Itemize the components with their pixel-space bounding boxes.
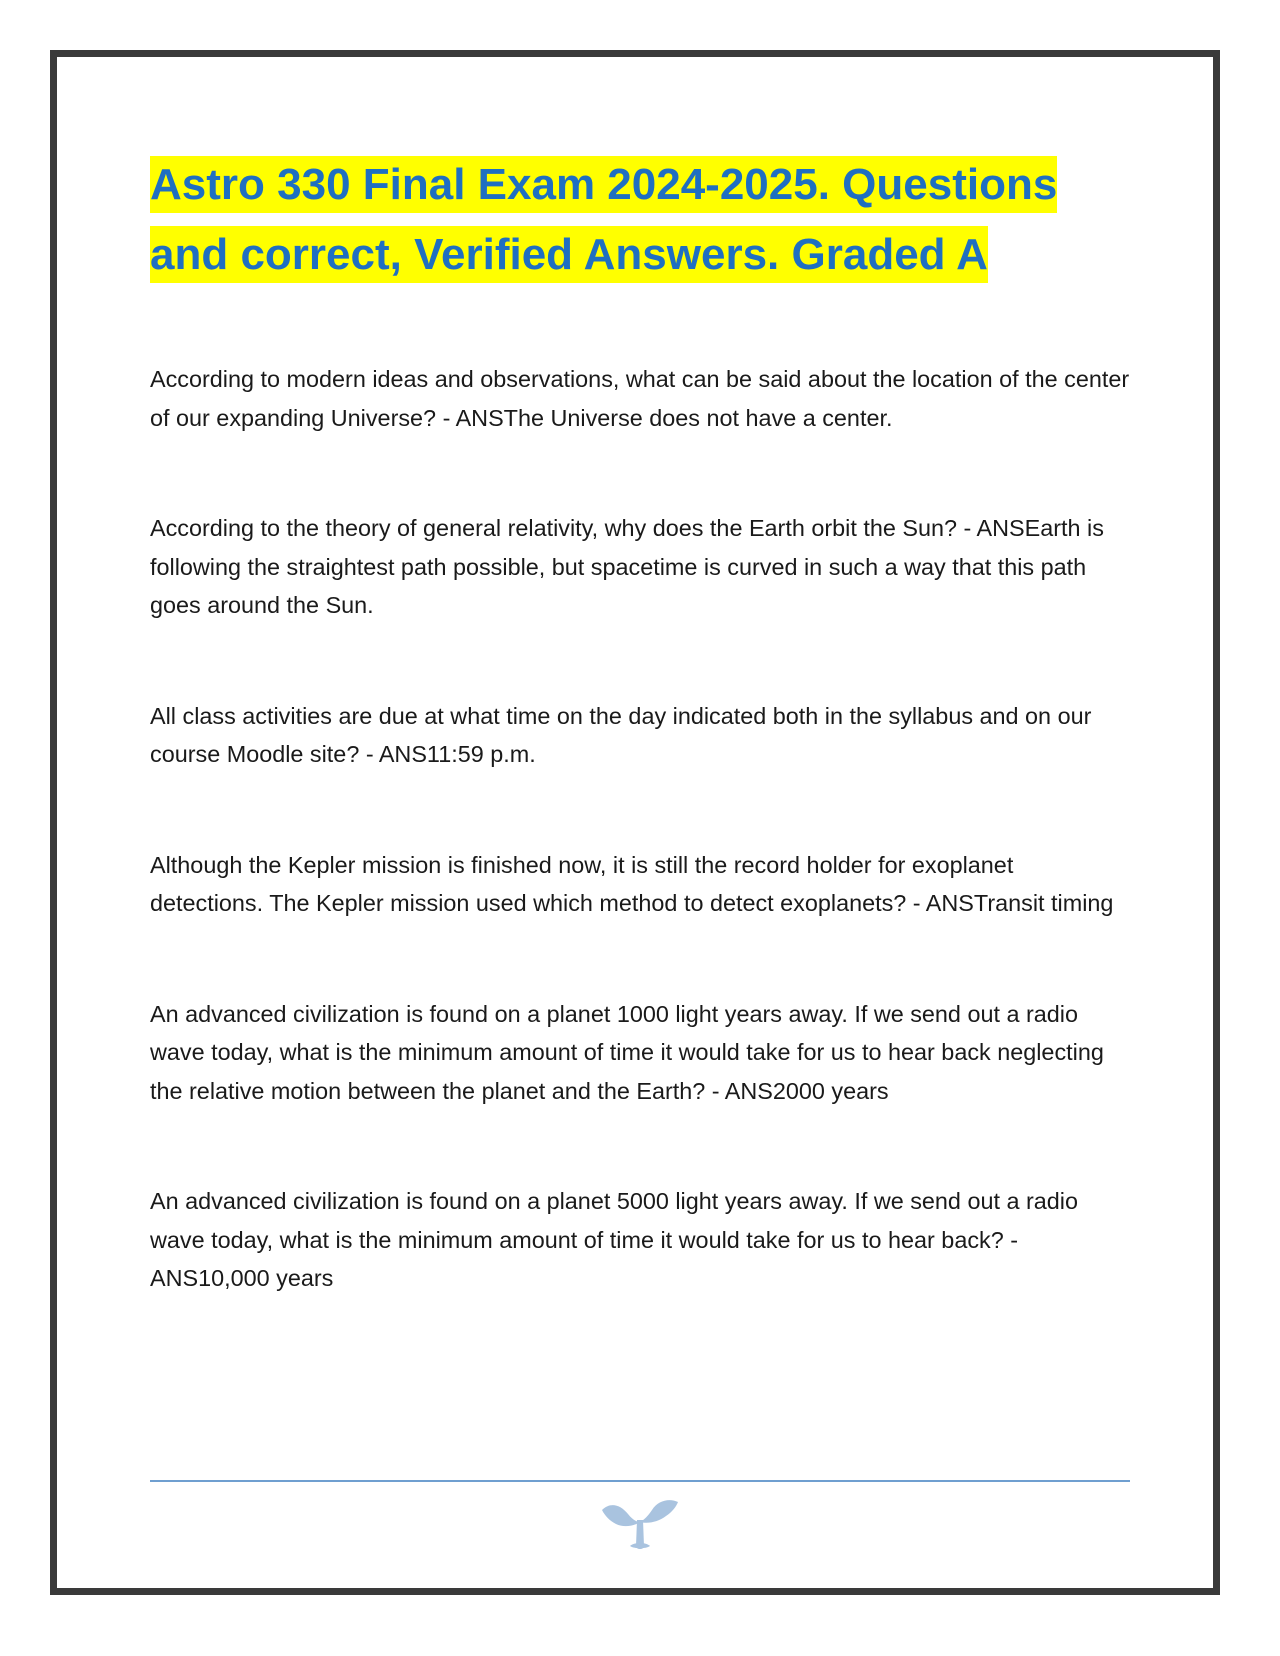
answer-text: Earth is following the straightest path possible, but spacetime is curved in such a way that this path goes around the Sun. <box>150 515 1104 618</box>
document-title <box>150 150 1130 290</box>
answer-text: 10,000 years <box>198 1265 334 1291</box>
answer-separator: - ANS <box>359 741 427 767</box>
question-text: An advanced civilization is found on a planet 5000 light years away. If we send out a radio wave today, what is the minimum amount of time it would take for us to hear back? <box>150 1188 1078 1253</box>
question-text: Although the Kepler mission is finished now, it is still the record holder for exoplanet detections. The Kepler mission used which method to detect exoplanets? <box>150 851 1014 916</box>
answer-separator: - ANS <box>957 515 1025 541</box>
answer-separator: - ANS <box>150 1226 1019 1291</box>
question-text: All class activities are due at what time on the day indicated both in the syllabus and on our course Moodle site? <box>150 702 1092 767</box>
answer-text: Transit timing <box>973 890 1114 916</box>
question-text: An advanced civilization is found on a planet 1000 light years away. If we send out a radio wave today, what is the minimum amount of time it would take for us to hear back neglecting the relative motion between the planet and the Earth? <box>150 1000 1104 1104</box>
qa-item <box>150 1182 1130 1298</box>
answer-separator: - ANS <box>436 404 504 431</box>
bird-icon <box>600 1496 680 1554</box>
answer-text: 11:59 p.m. <box>426 741 536 767</box>
title-highlight: Astro 330 Final Exam 2024-2025. Questions and correct, Verified Answers. Graded A <box>150 156 1057 283</box>
qa-item <box>150 995 1130 1111</box>
question-text: According to the theory of general relativity, why does the Earth orbit the Sun? <box>150 515 957 541</box>
answer-text: The Universe does not have a center. <box>503 404 893 431</box>
answer-separator: - ANS <box>906 890 974 916</box>
answer-text: 2000 years <box>772 1077 889 1104</box>
question-text: According to modern ideas and observations, what can be said about the location of the center of our expanding Universe? <box>150 366 1130 431</box>
document-body <box>150 150 1130 1370</box>
qa-item <box>150 509 1130 625</box>
qa-list <box>150 360 1130 1298</box>
answer-separator: - ANS <box>705 1077 773 1104</box>
footer-divider <box>150 1480 1130 1482</box>
qa-item <box>150 697 1130 774</box>
qa-item <box>150 846 1130 923</box>
qa-item <box>150 360 1130 437</box>
